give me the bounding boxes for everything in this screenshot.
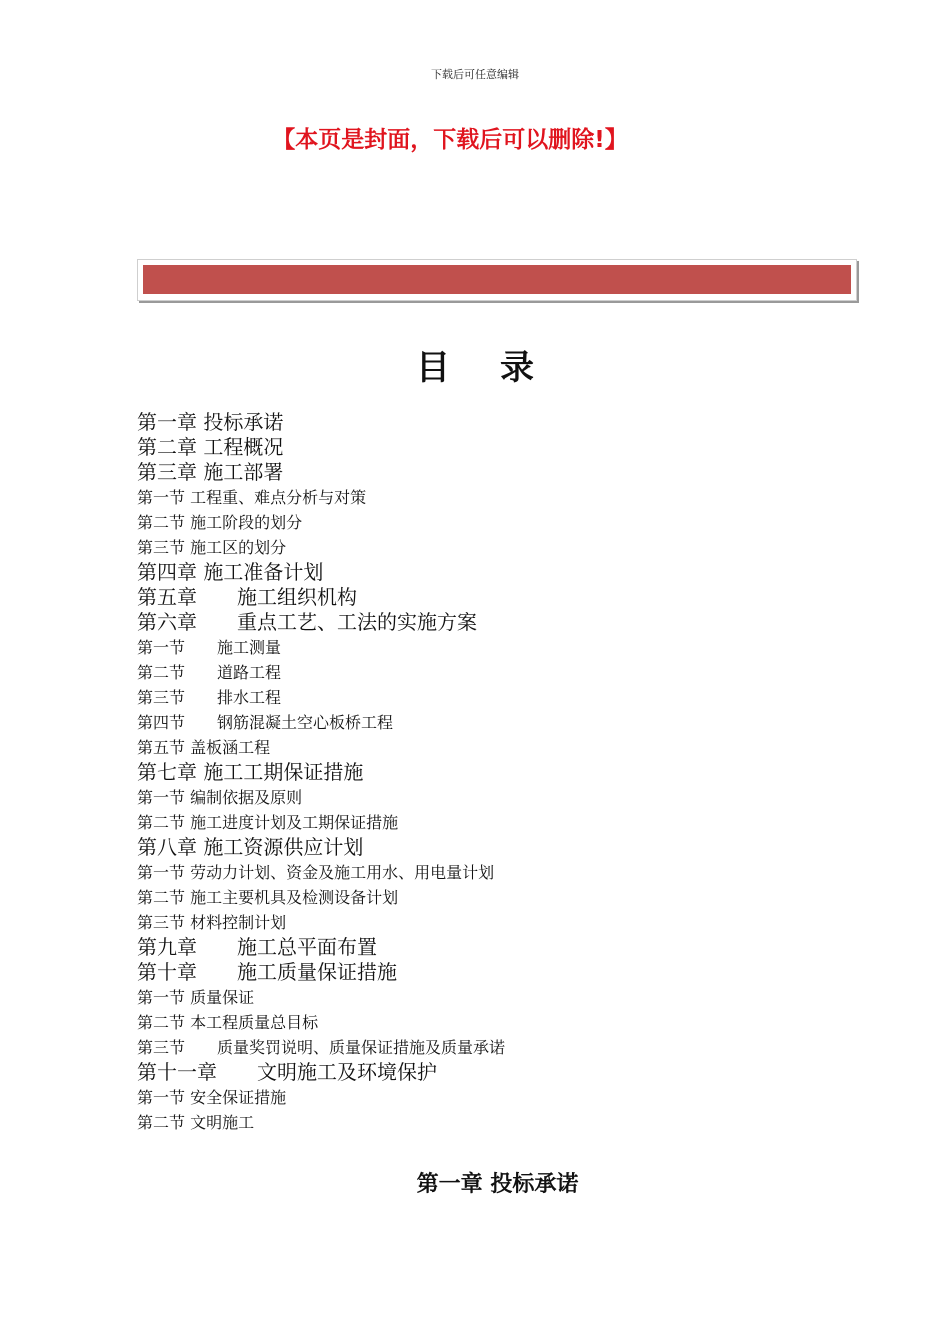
toc-chapter-entry: 第八章 施工资源供应计划 xyxy=(137,835,364,859)
toc-section-entry: 第三节 材料控制计划 xyxy=(137,913,287,932)
toc-chapter-entry: 第四章 施工准备计划 xyxy=(137,560,324,584)
chapter-heading: 第一章 投标承诺 xyxy=(416,1172,579,1197)
toc-section-entry: 第二节 施工进度计划及工期保证措施 xyxy=(137,813,399,832)
toc-section-entry: 第一节 安全保证措施 xyxy=(137,1088,287,1107)
toc-chapter-entry: 第十一章 文明施工及环境保护 xyxy=(137,1060,437,1084)
toc-chapter-entry: 第七章 施工工期保证措施 xyxy=(137,760,364,784)
toc-chapter-entry: 第一章 投标承诺 xyxy=(137,410,284,434)
toc-chapter-entry: 第三章 施工部署 xyxy=(137,460,284,484)
toc-chapter-entry: 第五章 施工组织机构 xyxy=(137,585,357,609)
toc-section-entry: 第三节 质量奖罚说明、质量保证措施及质量承诺 xyxy=(137,1038,506,1057)
toc-section-entry: 第三节 施工区的划分 xyxy=(137,538,287,557)
cover-notice: 【本页是封面，下载后可以删除!】 xyxy=(272,127,628,153)
toc-chapter-entry: 第六章 重点工艺、工法的实施方案 xyxy=(137,610,477,634)
toc-section-entry: 第四节 钢筋混凝土空心板桥工程 xyxy=(137,713,394,732)
toc-section-entry: 第三节 排水工程 xyxy=(137,688,282,707)
decorative-bar-frame xyxy=(137,259,857,301)
toc-section-entry: 第一节 劳动力计划、资金及施工用水、用电量计划 xyxy=(137,863,495,882)
table-of-contents xyxy=(137,410,837,1135)
toc-section-entry: 第二节 文明施工 xyxy=(137,1113,255,1132)
decorative-red-bar xyxy=(143,265,851,294)
toc-section-entry: 第一节 编制依据及原则 xyxy=(137,788,303,807)
toc-section-entry: 第一节 施工测量 xyxy=(137,638,282,657)
header-note: 下载后可任意编辑 xyxy=(431,68,519,81)
toc-chapter-entry: 第二章 工程概况 xyxy=(137,435,284,459)
toc-section-entry: 第二节 施工主要机具及检测设备计划 xyxy=(137,888,399,907)
toc-chapter-entry: 第九章 施工总平面布置 xyxy=(137,935,377,959)
toc-section-entry: 第二节 施工阶段的划分 xyxy=(137,513,303,532)
toc-section-entry: 第二节 道路工程 xyxy=(137,663,282,682)
toc-section-entry: 第一节 质量保证 xyxy=(137,988,255,1007)
toc-section-entry: 第二节 本工程质量总目标 xyxy=(137,1013,319,1032)
toc-chapter-entry: 第十章 施工质量保证措施 xyxy=(137,960,397,984)
toc-section-entry: 第五节 盖板涵工程 xyxy=(137,738,271,757)
toc-title: 目录 xyxy=(416,348,584,388)
toc-section-entry: 第一节 工程重、难点分析与对策 xyxy=(137,488,367,507)
